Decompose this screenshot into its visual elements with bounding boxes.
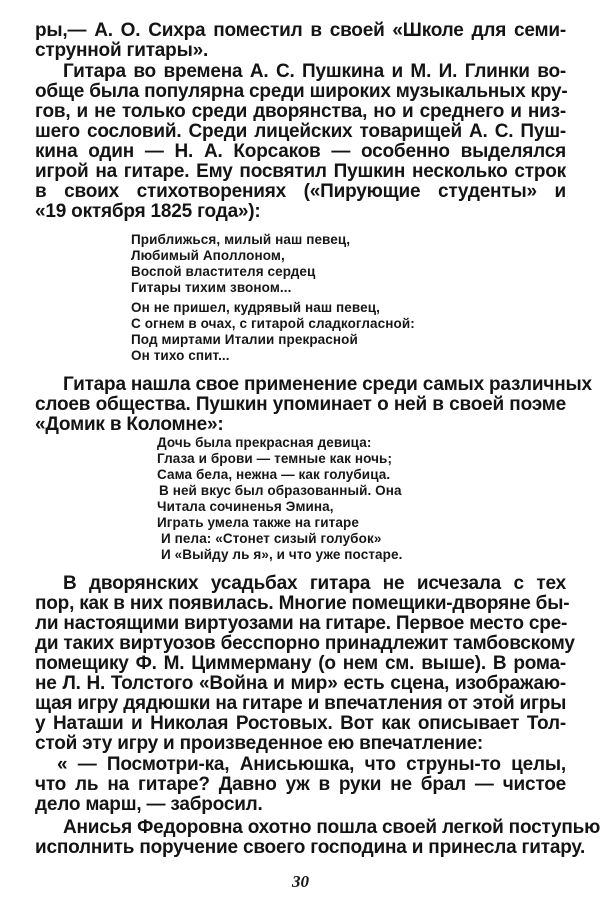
text-line: обще была популярна среди широких музыкальных кру- <box>35 81 568 102</box>
verse-line: Глаза и брови — темные как ночь; <box>157 451 393 466</box>
paragraph-guitar-society <box>35 374 592 435</box>
verse-line: Гитары тихим звоном... <box>131 280 292 295</box>
verse-line: Приближься, милый наш певец, <box>131 232 351 247</box>
text-line: щая игру дядюшки на гитаре и впечатления от этой игры <box>35 693 567 714</box>
text-line: гов, и не только среди дворянства, но и среднего и низ- <box>35 101 566 122</box>
text-line: пор, как в них появилась. Многие помещики-дворяне бы- <box>35 593 570 614</box>
verse-line: Читала сочиненья Эмина, <box>157 499 334 514</box>
paragraph-noble-estates <box>35 573 575 754</box>
text-line: не Л. Н. Толстого «Война и мир» есть сцена, изображаю- <box>35 673 566 694</box>
text-line: у Наташи и Николая Ростовых. Вот как описывает Тол- <box>35 713 566 734</box>
verse-line: С огнем в очах, с гитарой сладкогласной: <box>131 316 415 331</box>
verse-line: Он не пришел, кудрявый наш певец, <box>131 300 380 315</box>
text-line: кина один — Н. А. Корсаков — особенно выделялся <box>35 141 566 162</box>
text-line: ли настоящими виртуозами на гитаре. Первое место сре- <box>35 613 568 634</box>
text-line: стой эту игру и произведенное ею впечатление: <box>35 733 484 754</box>
verse-line: Любимый Аполлоном, <box>131 248 285 263</box>
text-line: « — Посмотри-ка, Анисьюшка, что струны-то целы, <box>57 754 566 775</box>
paragraph-guitar-pushkin-era <box>35 62 566 222</box>
verse-line: И «Выйду ль я», и что уже постаре. <box>161 547 403 562</box>
text-line: игрой на гитаре. Ему посвятил Пушкин несколько строк <box>35 161 566 182</box>
verse-line: Воспой властителя сердец <box>131 264 316 279</box>
text-line: исполнить поручение своего господина и принесла гитару. <box>35 837 586 858</box>
text-line: Анисья Федоровна охотно пошла своей легкой поступью <box>63 817 600 838</box>
text-line: помещику Ф. М. Циммерману (о нем см. выше). В рома- <box>35 653 566 674</box>
text-line: Гитара нашла свое применение среди самых различных <box>63 374 592 395</box>
text-line: Гитара во времена А. С. Пушкина и М. И. Глинки во- <box>63 61 566 82</box>
verse-line: И пела: «Стонет сизый голубок» <box>161 531 382 546</box>
text-line: шего сословий. Среди лицейских товарищей А. С. Пуш- <box>35 121 566 142</box>
verse-line: В ней вкус был образованный. Она <box>159 483 402 498</box>
verse-line: Под миртами Италии прекрасной <box>131 332 358 347</box>
text-line: «Домик в Коломне»: <box>35 414 224 435</box>
verse-line: Играть умела также на гитаре <box>157 515 359 530</box>
text-line: дело марш, — забросил. <box>35 794 263 815</box>
paragraph-tolstoy-quote <box>35 755 566 815</box>
text-line: ди таких виртуозов бесспорно принадлежит тамбовскому <box>35 633 575 654</box>
paragraph-continuation <box>35 21 566 61</box>
text-line: слоев общества. Пушкин упоминает о ней в своей поэме <box>35 394 566 415</box>
verse-quote-pushkin-students <box>131 232 415 364</box>
text-line: в своих стихотворениях («Пирующие студенты» и <box>35 181 566 202</box>
text-line: ры,— А. О. Сихра поместил в своей «Школе для семи- <box>35 20 566 41</box>
verse-line: Он тихо спит... <box>131 348 230 363</box>
text-line: что ль на гитаре? Давно уж в руки не брал — чистое <box>35 774 566 795</box>
paragraph-anisya <box>35 817 600 858</box>
text-line: В дворянских усадьбах гитара не исчезала с тех <box>63 573 566 594</box>
verse-quote-domik-v-kolomne <box>157 435 402 563</box>
text-line: «19 октября 1825 года»): <box>35 201 261 222</box>
verse-line: Сама бела, нежна — как голубица. <box>157 467 391 482</box>
page-number: 30 <box>292 872 309 891</box>
verse-line: Дочь была прекрасная девица: <box>157 435 372 450</box>
text-line: струнной гитары». <box>35 40 209 61</box>
